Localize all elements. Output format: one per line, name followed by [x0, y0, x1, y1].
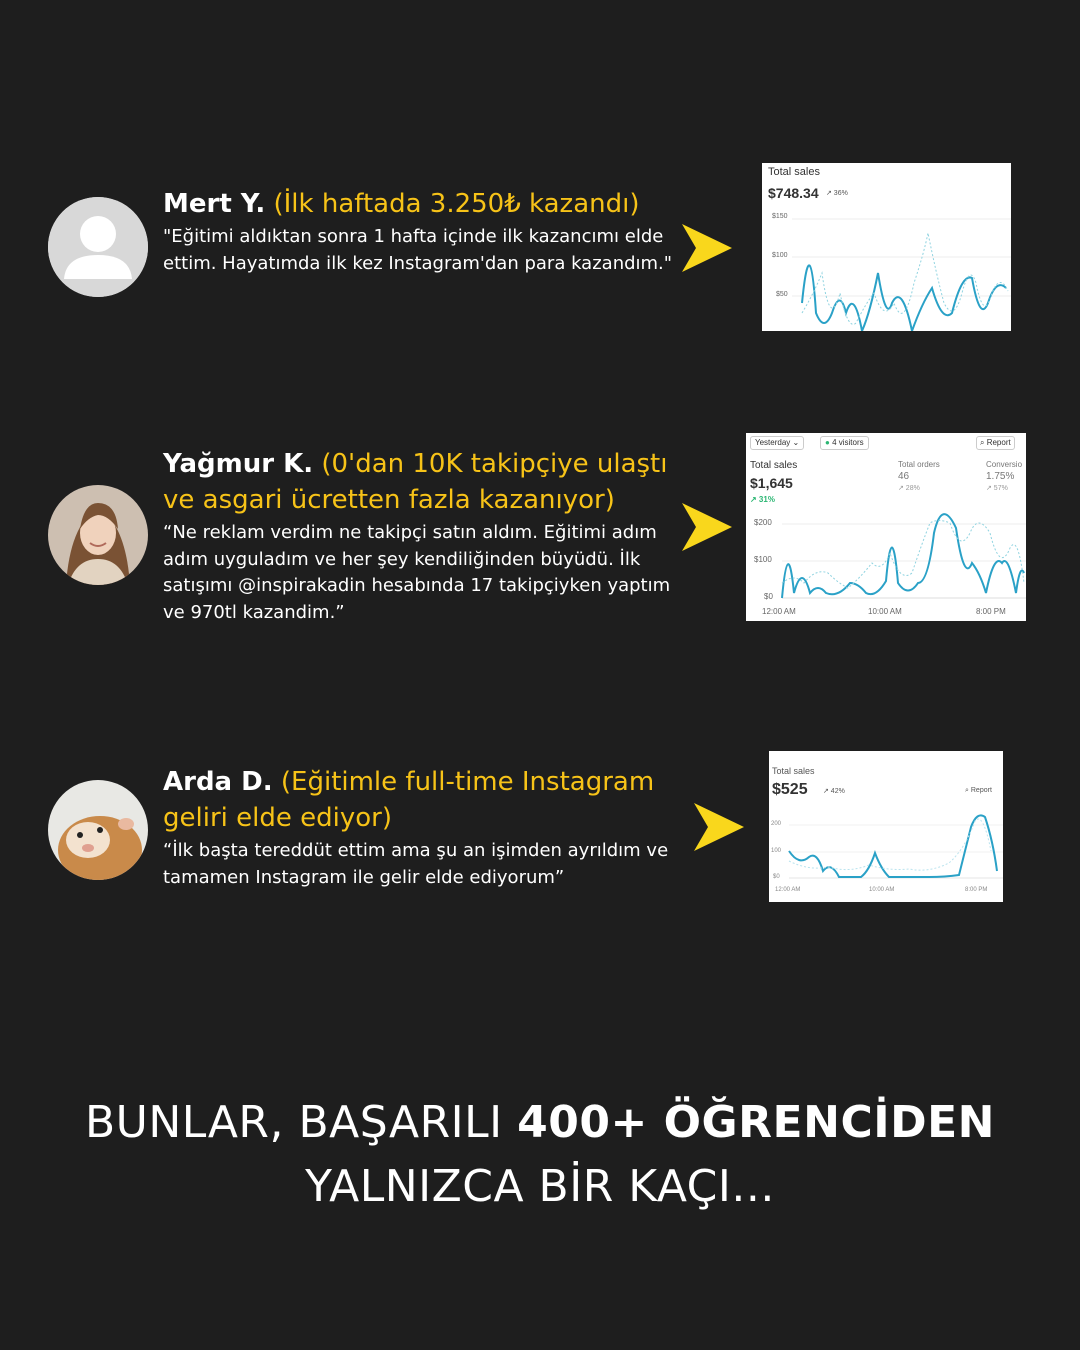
sales-screenshot	[769, 751, 1003, 902]
orders-change: ↗ 28%	[898, 485, 920, 492]
arrow-right-icon	[682, 224, 732, 272]
report-button[interactable]: ⌕ Report	[976, 436, 1015, 450]
sales-value: $1,645	[750, 475, 793, 491]
y-tick: $0	[773, 874, 780, 880]
avatar	[48, 197, 148, 297]
y-tick: $100	[754, 555, 772, 564]
default-user-icon	[48, 197, 148, 297]
x-tick: 8:00 PM	[976, 607, 1006, 616]
orders-label: Total orders	[898, 460, 940, 469]
conversion-change: ↗ 57%	[986, 485, 1008, 492]
sales-value: $525	[772, 781, 808, 798]
sales-value: $748.34	[768, 185, 819, 201]
x-tick: 12:00 AM	[775, 887, 801, 893]
y-tick: $200	[754, 518, 772, 527]
testimonial-quote: “Ne reklam verdim ne takipçi satın aldım. Eğitimi adım adım uyguladım ve her şey kendiliğinden büyüdü. İlk satışımı @inspirakadin hesabında 17 takipçiyken yaptım ve 970tl kazandim.”	[163, 522, 671, 623]
student-name: Yağmur K.	[163, 449, 314, 479]
y-tick: $50	[776, 291, 788, 298]
sales-title: Total sales	[750, 460, 798, 471]
sales-line-chart	[762, 163, 1011, 331]
sales-title: Total sales	[768, 166, 820, 178]
x-tick: 8:00 PM	[965, 887, 988, 893]
footer-tagline	[0, 1093, 1080, 1217]
sales-line-chart	[769, 751, 1003, 902]
x-tick: 10:00 AM	[869, 887, 895, 893]
sales-title: Total sales	[772, 766, 815, 776]
orders-value: 46	[898, 471, 910, 482]
student-name: Mert Y.	[163, 189, 266, 219]
sales-change: ↗ 36%	[826, 190, 848, 197]
testimonial-quote: "Eğitimi aldıktan sonra 1 hafta içinde ilk kazancımı elde ettim. Hayatımda ilk kez Instagram'dan para kazandım."	[163, 226, 673, 274]
sales-change: ↗ 31%	[750, 495, 775, 504]
conversion-label: Conversio	[986, 460, 1023, 469]
hamster-photo-icon	[48, 780, 148, 880]
woman-portrait-icon	[48, 485, 148, 585]
avatar	[48, 485, 148, 585]
visitors-badge: ● 4 visitors	[820, 436, 869, 450]
footer-line-2: YALNIZCA BİR KAÇI...	[305, 1161, 775, 1212]
x-tick: 10:00 AM	[868, 607, 902, 616]
student-count: 400+ ÖĞRENCİDEN	[517, 1097, 996, 1148]
arrow-right-icon	[682, 503, 732, 551]
y-tick: 100	[771, 848, 782, 854]
sales-change: ↗ 42%	[823, 788, 845, 795]
result-highlight: (Eğitimle full-time Instagram geliri elde ediyor)	[163, 767, 655, 833]
y-tick: $100	[772, 252, 788, 259]
arrow-right-icon	[694, 803, 744, 851]
result-highlight: (0'dan 10K takipçiye ulaştı ve asgari ücretten fazla kazanıyor)	[163, 449, 668, 515]
sales-screenshot	[762, 163, 1011, 331]
avatar	[48, 780, 148, 880]
date-filter-button[interactable]: Yesterday ⌄	[750, 436, 804, 450]
sales-screenshot	[746, 433, 1026, 621]
y-tick: 200	[771, 821, 782, 827]
student-name: Arda D.	[163, 767, 273, 797]
y-tick: $0	[764, 592, 773, 601]
report-button[interactable]: ⌕ Report	[965, 787, 992, 794]
sales-line-chart	[746, 433, 1026, 621]
result-highlight: (İlk haftada 3.250₺ kazandı)	[273, 189, 640, 219]
footer-line-1: BUNLAR, BAŞARILI 400+ ÖĞRENCİDEN	[84, 1097, 996, 1148]
testimonial-quote: “İlk başta tereddüt ettim ama şu an işimden ayrıldım ve tamamen Instagram ile gelir elde ediyorum”	[163, 840, 669, 888]
x-tick: 12:00 AM	[762, 607, 796, 616]
y-tick: $150	[772, 213, 788, 220]
conversion-value: 1.75%	[986, 471, 1015, 482]
